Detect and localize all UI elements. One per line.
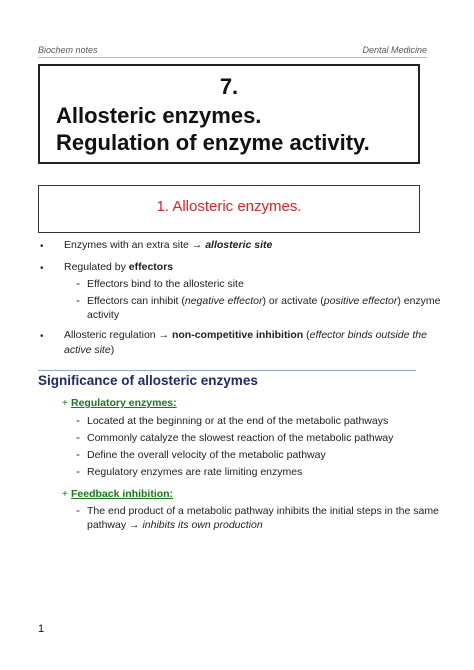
text-fragment: Regulated by	[64, 261, 129, 273]
emphasis-allosteric-site: allosteric site	[205, 239, 273, 251]
dash-marker: -	[76, 276, 80, 290]
emphasis-non-competitive: non-competitive inhibition	[171, 329, 304, 341]
page-number: 1	[38, 623, 45, 635]
bullet-dot: •	[40, 241, 44, 252]
dash-marker: -	[76, 447, 80, 461]
regulatory-enzymes-label	[71, 397, 177, 409]
regulatory-item-2: Commonly catalyze the slowest reaction of the metabolic pathway	[87, 432, 394, 444]
header-right: Dental Medicine	[362, 45, 427, 55]
significance-heading: Significance of allosteric enzymes	[38, 373, 258, 388]
subitem-effectors-bind: Effectors bind to the allosteric site	[87, 278, 244, 290]
emphasis-effector-binds: effector binds outside the	[309, 329, 427, 341]
section-divider	[38, 370, 416, 371]
dash-marker: -	[76, 503, 80, 517]
dash-marker: -	[76, 413, 80, 427]
subitem-effectors-inhibit	[87, 295, 441, 307]
emphasis-inhibits-own-production: inhibits its own production	[142, 519, 263, 531]
regulatory-enzymes-heading: Regulatory enzymes:	[71, 397, 177, 409]
cross-marker-icon: +	[62, 398, 68, 409]
text-fragment: )	[110, 344, 115, 356]
cross-marker-icon: +	[62, 489, 68, 500]
feedback-item-line-1: The end product of a metabolic pathway inhibits the initial steps in the same	[87, 505, 439, 517]
text-fragment: ) or activate (	[262, 295, 324, 307]
text-fragment: ) enzyme	[397, 295, 441, 307]
regulatory-item-3: Define the overall velocity of the metabolic pathway	[87, 449, 326, 461]
feedback-inhibition-label	[71, 488, 173, 500]
text-fragment: pathway →	[87, 519, 143, 531]
text-fragment: Effectors can inhibit (	[87, 295, 185, 307]
subitem-effectors-inhibit-cont: activity	[87, 309, 120, 321]
chapter-number: 7.	[219, 74, 239, 99]
feedback-inhibition-heading: Feedback inhibition:	[71, 488, 174, 500]
header-divider	[38, 57, 427, 58]
feedback-item-line-2	[87, 519, 263, 531]
bullet-enzymes-extra-site	[64, 239, 272, 251]
dash-marker: -	[76, 293, 80, 307]
emphasis-positive-effector: positive effector	[323, 295, 398, 307]
chapter-title-box	[38, 64, 420, 164]
emphasis-effectors: effectors	[128, 261, 174, 273]
regulatory-item-1: Located at the beginning or at the end of the metabolic pathways	[87, 415, 389, 427]
text-fragment: (	[303, 329, 310, 341]
text-fragment: Enzymes with an extra site →	[64, 239, 206, 251]
dash-marker: -	[76, 430, 80, 444]
bullet-regulated-by-effectors	[64, 261, 173, 273]
dash-marker: -	[76, 464, 80, 478]
bullet-allosteric-regulation-cont	[64, 344, 114, 356]
emphasis-negative-effector: negative effector	[184, 295, 263, 307]
section-title: 1. Allosteric enzymes.	[156, 198, 302, 215]
text-fragment: Allosteric regulation →	[64, 329, 172, 341]
section-title-box	[38, 185, 420, 233]
chapter-title-line-1: Allosteric enzymes.	[56, 103, 262, 128]
emphasis-active-site: active site	[64, 344, 111, 356]
regulatory-item-4: Regulatory enzymes are rate limiting enzymes	[87, 466, 303, 478]
chapter-title-line-2: Regulation of enzyme activity.	[56, 130, 370, 155]
bullet-dot: •	[40, 331, 44, 342]
header-left: Biochem notes	[38, 45, 98, 55]
bullet-dot: •	[40, 263, 44, 274]
bullet-allosteric-regulation	[64, 329, 427, 341]
